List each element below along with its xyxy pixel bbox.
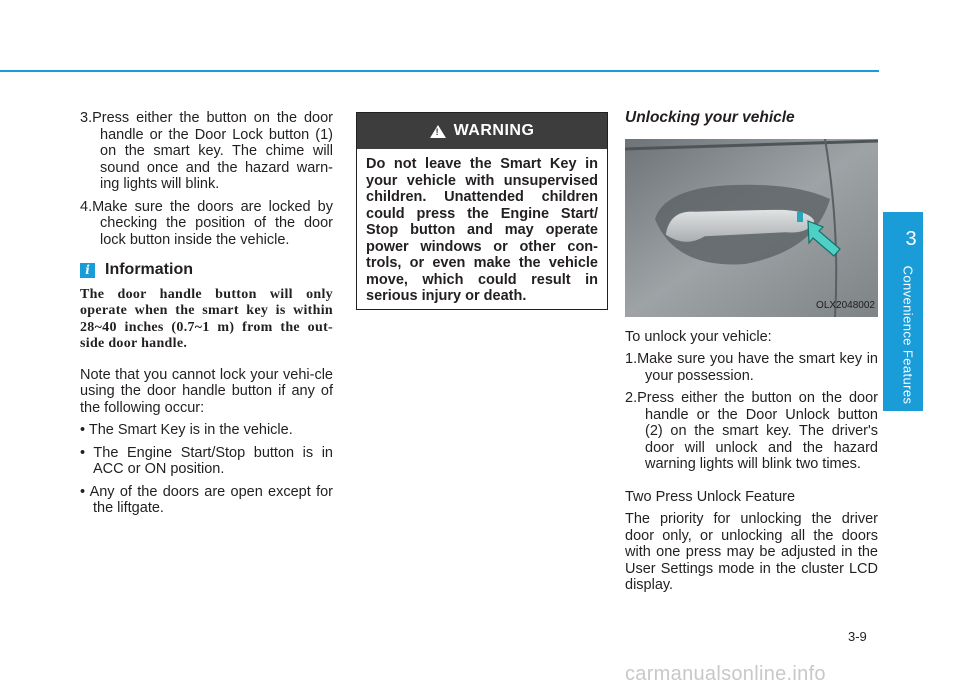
- warning-header: [357, 113, 607, 149]
- feature-title: Two Press Unlock Feature: [625, 488, 796, 505]
- door-handle-illustration: [625, 139, 878, 317]
- chapter-label: [898, 265, 918, 405]
- unlock-intro: To unlock your vehicle:: [625, 328, 772, 345]
- door-handle-image: [625, 139, 878, 317]
- image-code: OLX2048002: [816, 300, 875, 311]
- info-icon: i: [80, 263, 95, 278]
- warning-box: [356, 112, 608, 310]
- watermark: carmanualsonline.info: [625, 663, 826, 685]
- page-number: 3-9: [848, 629, 867, 644]
- information-title: Information: [105, 261, 193, 278]
- bullet-item: • The Engine Start/Stop button is in ACC or ON position.: [80, 444, 333, 477]
- information-body: The door handle button will only operate when the smart key is within 28~40 inches (0.7~1 m) from the out-side door handle.: [80, 286, 333, 351]
- left-column: [80, 110, 333, 523]
- right-column: [625, 110, 878, 600]
- step-4: 4.Make sure the doors are locked by checking the position of the door lock button inside the vehicle.: [80, 198, 333, 248]
- chapter-number: 3: [905, 228, 917, 250]
- chapter-title: Convenience Features: [900, 265, 916, 405]
- warning-title: WARNING: [453, 122, 535, 139]
- section-title: Unlocking your vehicle: [625, 109, 795, 126]
- note-text: Note that you cannot lock your vehi-cle using the door handle button if any of the following occur:: [80, 366, 333, 416]
- unlock-step-1: 1.Make sure you have the smart key in your possession.: [625, 351, 878, 384]
- feature-body: The priority for unlocking the driver door only, or unlocking all the doors with one press may be adjusted in the User Settings mode in the cluster LCD display.: [625, 511, 878, 593]
- unlock-step-2: 2.Press either the button on the door handle or the Door Unlock button (2) on the smart key. The driver's door will unlock and the hazard warning lights will blink two times.: [625, 390, 878, 472]
- information-header: [80, 262, 333, 279]
- bullet-item: • Any of the doors are open except for the liftgate.: [80, 483, 333, 516]
- bullet-item: • The Smart Key is in the vehicle.: [80, 422, 293, 438]
- step-3: 3.Press either the button on the door handle or the Door Lock button (1) on the smart key. The chime will sound once and the hazard warn-ing lights will blink.: [80, 110, 333, 192]
- warning-triangle-icon: [430, 125, 446, 138]
- warning-body: Do not leave the Smart Key in your vehicle with unsupervised children. Unattended children could press the Engine Start/ Stop button and may operate power windows or other con-trols, or even make the vehicle move, which could result in serious injury or death.: [366, 156, 598, 304]
- header-rule: [0, 70, 879, 72]
